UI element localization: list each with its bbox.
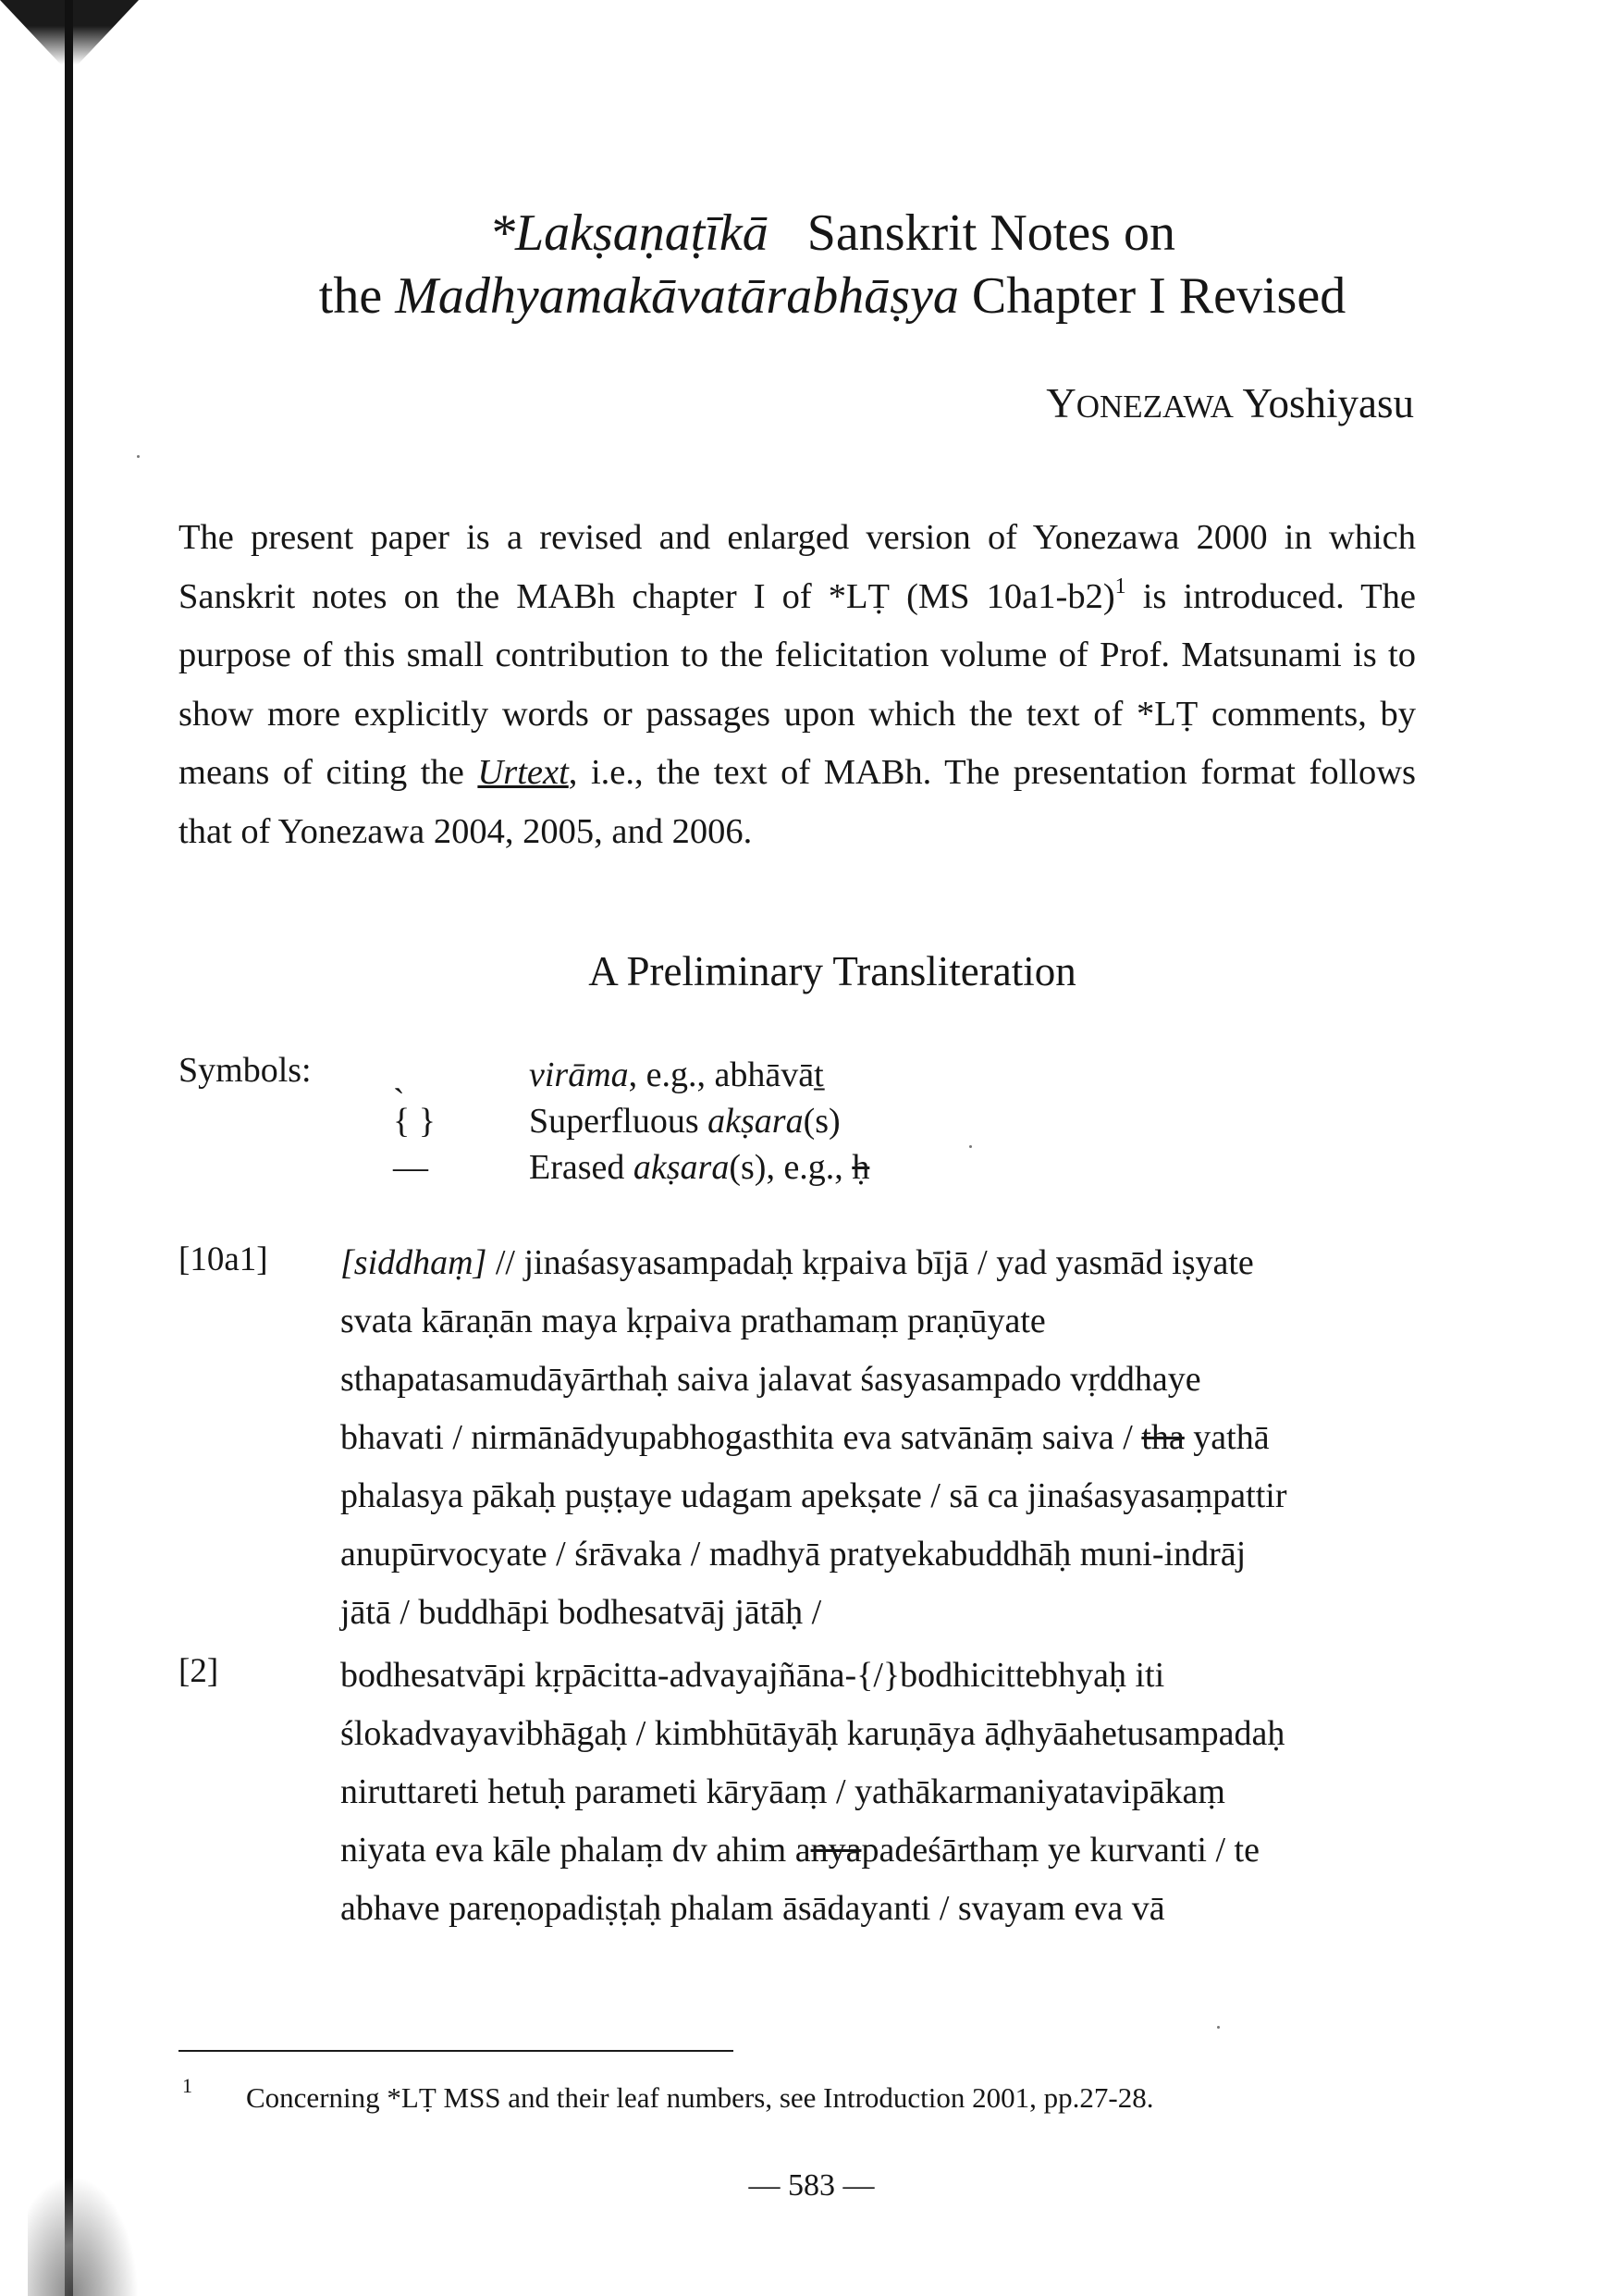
author-given-name: Yoshiyasu — [1242, 380, 1414, 426]
symbol-desc-italic: akṣara — [633, 1148, 730, 1187]
symbols-label: Symbols: — [178, 1051, 312, 1090]
erased-aksara: tha — [1141, 1418, 1185, 1457]
title-lt-italic: Lakṣaṇaṭīkā — [515, 204, 768, 262]
transliteration-line: svata kāraṇān maya kṛpaiva prathamaṃ praṇūyate — [340, 1302, 1046, 1340]
title-mabh-italic: Madhyamakāvatārabhāṣya — [395, 267, 959, 325]
line-text: niyata eva kāle phalaṃ dv ahim a — [340, 1831, 811, 1870]
transliteration-line — [340, 1409, 1418, 1467]
leaf-number: [10a1] — [178, 1241, 268, 1278]
symbol-desc-italic: virāma — [529, 1055, 629, 1094]
line-text: yathā — [1184, 1418, 1270, 1457]
transliteration-line: abhave pareṇopadiṣṭaḥ phalam āsādayanti / svayam eva vā — [340, 1889, 1165, 1928]
line-text: padeśārthaṃ ye kurvanti / te — [861, 1831, 1260, 1870]
symbol-desc-erased — [529, 1147, 869, 1188]
symbol-desc-virama — [529, 1055, 824, 1095]
title-line-1-rest: Sanskrit Notes on — [806, 204, 1175, 262]
title-line-2-pre: the — [318, 267, 383, 325]
symbol-desc-pre: Superfluous — [529, 1102, 708, 1141]
transliteration-block — [340, 1647, 1418, 1938]
footnote-number: 1 — [182, 2074, 192, 2097]
transliteration-line: ślokadvayavibhāgaḥ / kimbhūtāyāḥ karuṇāya āḍhyāahetusampadaḥ — [340, 1714, 1285, 1753]
transliteration-line — [340, 1821, 1418, 1880]
symbol-mark-dash: — — [393, 1148, 428, 1187]
leaf-number: [2] — [178, 1652, 219, 1690]
symbol-mark-braces: { } — [393, 1102, 436, 1141]
symbol-desc-rest: (s), e.g., — [729, 1148, 853, 1187]
symbol-desc-italic: akṣara — [707, 1102, 804, 1141]
erased-aksara: nya — [810, 1831, 862, 1870]
intro-text-2: is introduced. The purpose of this small contribution to the felicitation volume of Prof. Matsunami is to show more explicitly words or passages upon which the text of *LṬ comments, by means of citing the — [178, 576, 1416, 792]
symbol-desc-rest: (s) — [803, 1102, 841, 1141]
transliteration-line: niruttareti hetuḥ parameti kāryāaṃ / yathākarmaniyatavipākaṃ — [340, 1772, 1225, 1811]
symbol-desc-pre: Erased — [529, 1148, 633, 1187]
title-asterisk: * — [489, 204, 515, 262]
paper-title — [166, 202, 1498, 327]
footnote-reference: 1 — [1114, 574, 1126, 599]
intro-text-3: , i.e., the text of MABh. The presentation format follows that of Yonezawa 2004, 2005, and 2006. — [178, 753, 1417, 851]
footnote-text: Concerning *LṬ MSS and their leaf numbers, see Introduction 2001, pp.27-28. — [246, 2081, 1154, 2114]
symbol-desc-rest: , e.g., abhāvāṯ — [628, 1055, 824, 1094]
page-number: — 583 — — [748, 2168, 875, 2203]
urtext-term: Urtext — [477, 753, 569, 792]
symbol-desc-superfluous — [529, 1101, 841, 1142]
transliteration-block — [340, 1234, 1418, 1642]
siddham-italic: [siddhaṃ] — [340, 1243, 487, 1282]
author-name — [1046, 379, 1414, 427]
line-text: // jinaśasyasampadaḥ kṛpaiva bījā / yad yasmād iṣyate — [486, 1243, 1254, 1282]
transliteration-line: sthapatasamudāyārthaḥ saiva jalavat śasyasampado vṛddhaye — [340, 1360, 1201, 1399]
author-surname-initial: Y — [1046, 380, 1076, 426]
scan-speck — [969, 1145, 972, 1148]
symbol-erased-example: ḥ — [852, 1148, 870, 1187]
transliteration-line: phalasya pākaḥ puṣṭaye udagam apekṣate / sā ca jinaśasyasaṃpattir — [340, 1476, 1287, 1515]
symbol-mark-virama: ˎ — [393, 1055, 405, 1094]
transliteration-line: jātā / buddhāpi bodhesatvāj jātāḥ / — [340, 1593, 822, 1632]
transliteration-line — [340, 1234, 1418, 1292]
transliteration-line: anupūrvocyate / śrāvaka / madhyā pratyekabuddhāḥ muni-indrāj — [340, 1535, 1247, 1574]
intro-paragraph — [178, 509, 1416, 861]
author-surname-smallcaps: ONEZAWA — [1076, 389, 1234, 425]
line-text: bhavati / nirmānādyupabhogasthita eva satvānāṃ saiva / — [340, 1418, 1142, 1457]
title-line-2-rest: Chapter I Revised — [971, 267, 1346, 325]
intro-text-1: The present paper is a revised and enlarged version of Yonezawa 2000 in which Sanskrit notes on the MABh chapter I of *LṬ (MS 10a1-b2) — [178, 518, 1416, 616]
footnote-divider — [178, 2050, 733, 2052]
scan-speck — [1217, 2026, 1220, 2029]
scan-speck — [137, 455, 140, 458]
title-line-2 — [166, 265, 1498, 327]
scan-binding-edge — [65, 0, 73, 2296]
title-line-1 — [166, 202, 1498, 265]
transliteration-line: bodhesatvāpi kṛpācitta-advayajñāna-{/}bodhicittebhyaḥ iti — [340, 1656, 1165, 1695]
section-heading: A Preliminary Transliteration — [588, 948, 1076, 994]
